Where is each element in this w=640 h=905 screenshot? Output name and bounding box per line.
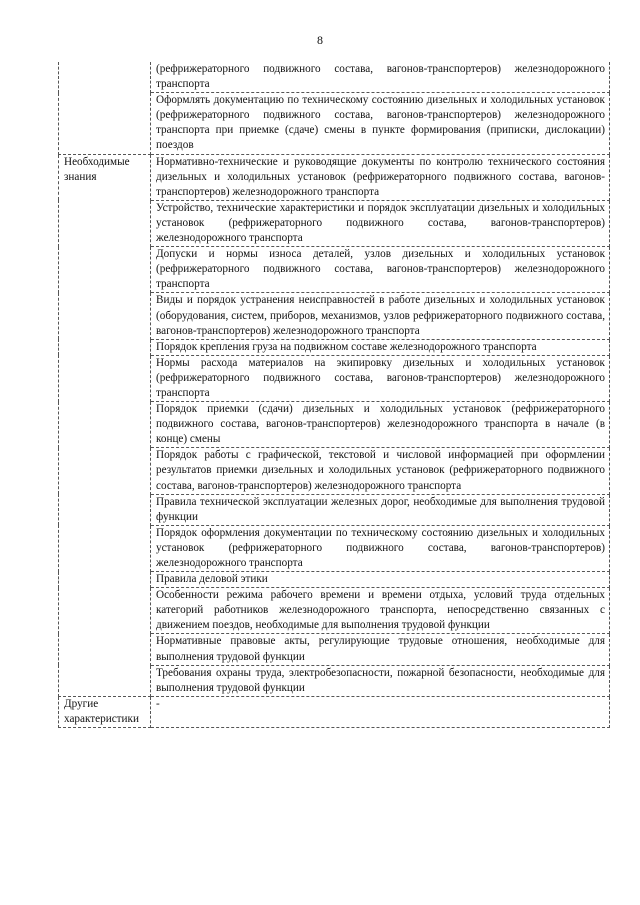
- content-cell: Нормы расхода материалов на экипировку дизельных и холодильных установок (рефрижераторного подвижного состава, вагонов-транспортеров) железнодорожного транспорта: [151, 355, 610, 401]
- content-cell: Требования охраны труда, электробезопасности, пожарной безопасности, необходимые для выполнения трудовой функции: [151, 665, 610, 696]
- table-row: [59, 572, 610, 588]
- table-row: [59, 696, 610, 727]
- table-row: [59, 665, 610, 696]
- table-row: [59, 293, 610, 339]
- table-row: [59, 339, 610, 355]
- table-row: [59, 402, 610, 448]
- content-cell: Допуски и нормы износа деталей, узлов дизельных и холодильных установок (рефрижераторного подвижного состава, вагонов-транспортеров) железнодорожного транспорта: [151, 247, 610, 293]
- table-row: [59, 448, 610, 494]
- table-row: [59, 634, 610, 665]
- table-row: [59, 154, 610, 200]
- table-row: [59, 93, 610, 154]
- content-cell: Особенности режима рабочего времени и времени отдыха, условий труда отдельных категорий работников железнодорожного транспорта, непосредственно связанных с движением поездов, необходимые для выполнения трудовой функции: [151, 588, 610, 634]
- content-cell: Оформлять документацию по техническому состоянию дизельных и холодильных установок (рефрижераторного подвижного состава, вагонов-транспортеров) железнодорожного транспорта при приемке (сдаче) смены в пункте формирования (приписки, дислокации) поездов: [151, 93, 610, 154]
- content-cell: Виды и порядок устранения неисправностей в работе дизельных и холодильных установок (оборудования, систем, приборов, механизмов, узлов рефрижераторного подвижного состава, вагонов-транспортеров) железнодорожного транспорта: [151, 293, 610, 339]
- section-label-knowledge: Необходимые знания: [59, 154, 151, 200]
- content-cell: Устройство, технические характеристики и порядок эксплуатации дизельных и холодильных установок (рефрижераторного подвижного состава, вагонов-транспортеров) железнодорожного транспорта: [151, 200, 610, 246]
- table-row: [59, 355, 610, 401]
- table-row: [59, 588, 610, 634]
- content-cell: Нормативно-технические и руководящие документы по контролю технического состояния дизельных и холодильных установок (рефрижераторного подвижного состава, вагонов-транспортеров) железнодорожного транспорта: [151, 154, 610, 200]
- section-label-other: Другие характеристики: [59, 696, 151, 727]
- content-cell: Правила деловой этики: [151, 572, 610, 588]
- content-cell: Нормативные правовые акты, регулирующие трудовые отношения, необходимые для выполнения трудовой функции: [151, 634, 610, 665]
- content-cell: Порядок работы с графической, текстовой и числовой информацией при оформлении результатов приемки дизельных и холодильных установок (рефрижераторного подвижного состава, вагонов-транспортеров) железнодорожного транспорта: [151, 448, 610, 494]
- content-cell: Порядок оформления документации по техническому состоянию дизельных и холодильных установок (рефрижераторного подвижного состава, вагонов-транспортеров) железнодорожного транспорта: [151, 525, 610, 571]
- content-cell: Правила технической эксплуатации железных дорог, необходимые для выполнения трудовой функции: [151, 494, 610, 525]
- table-row: [59, 247, 610, 293]
- content-cell: -: [151, 696, 610, 727]
- table-row: [59, 525, 610, 571]
- content-cell: (рефрижераторного подвижного состава, вагонов-транспортеров) железнодорожного транспорта: [151, 62, 610, 93]
- page-number: 8: [317, 33, 323, 47]
- table-row: [59, 494, 610, 525]
- competency-table: [58, 62, 610, 728]
- content-cell: Порядок приемки (сдачи) дизельных и холодильных установок (рефрижераторного подвижного состава, вагонов-транспортеров) железнодорожного транспорта в начале (в конце) смены: [151, 402, 610, 448]
- table-row: [59, 62, 610, 93]
- section-label: [59, 62, 151, 93]
- content-cell: Порядок крепления груза на подвижном составе железнодорожного транспорта: [151, 339, 610, 355]
- table-row: [59, 200, 610, 246]
